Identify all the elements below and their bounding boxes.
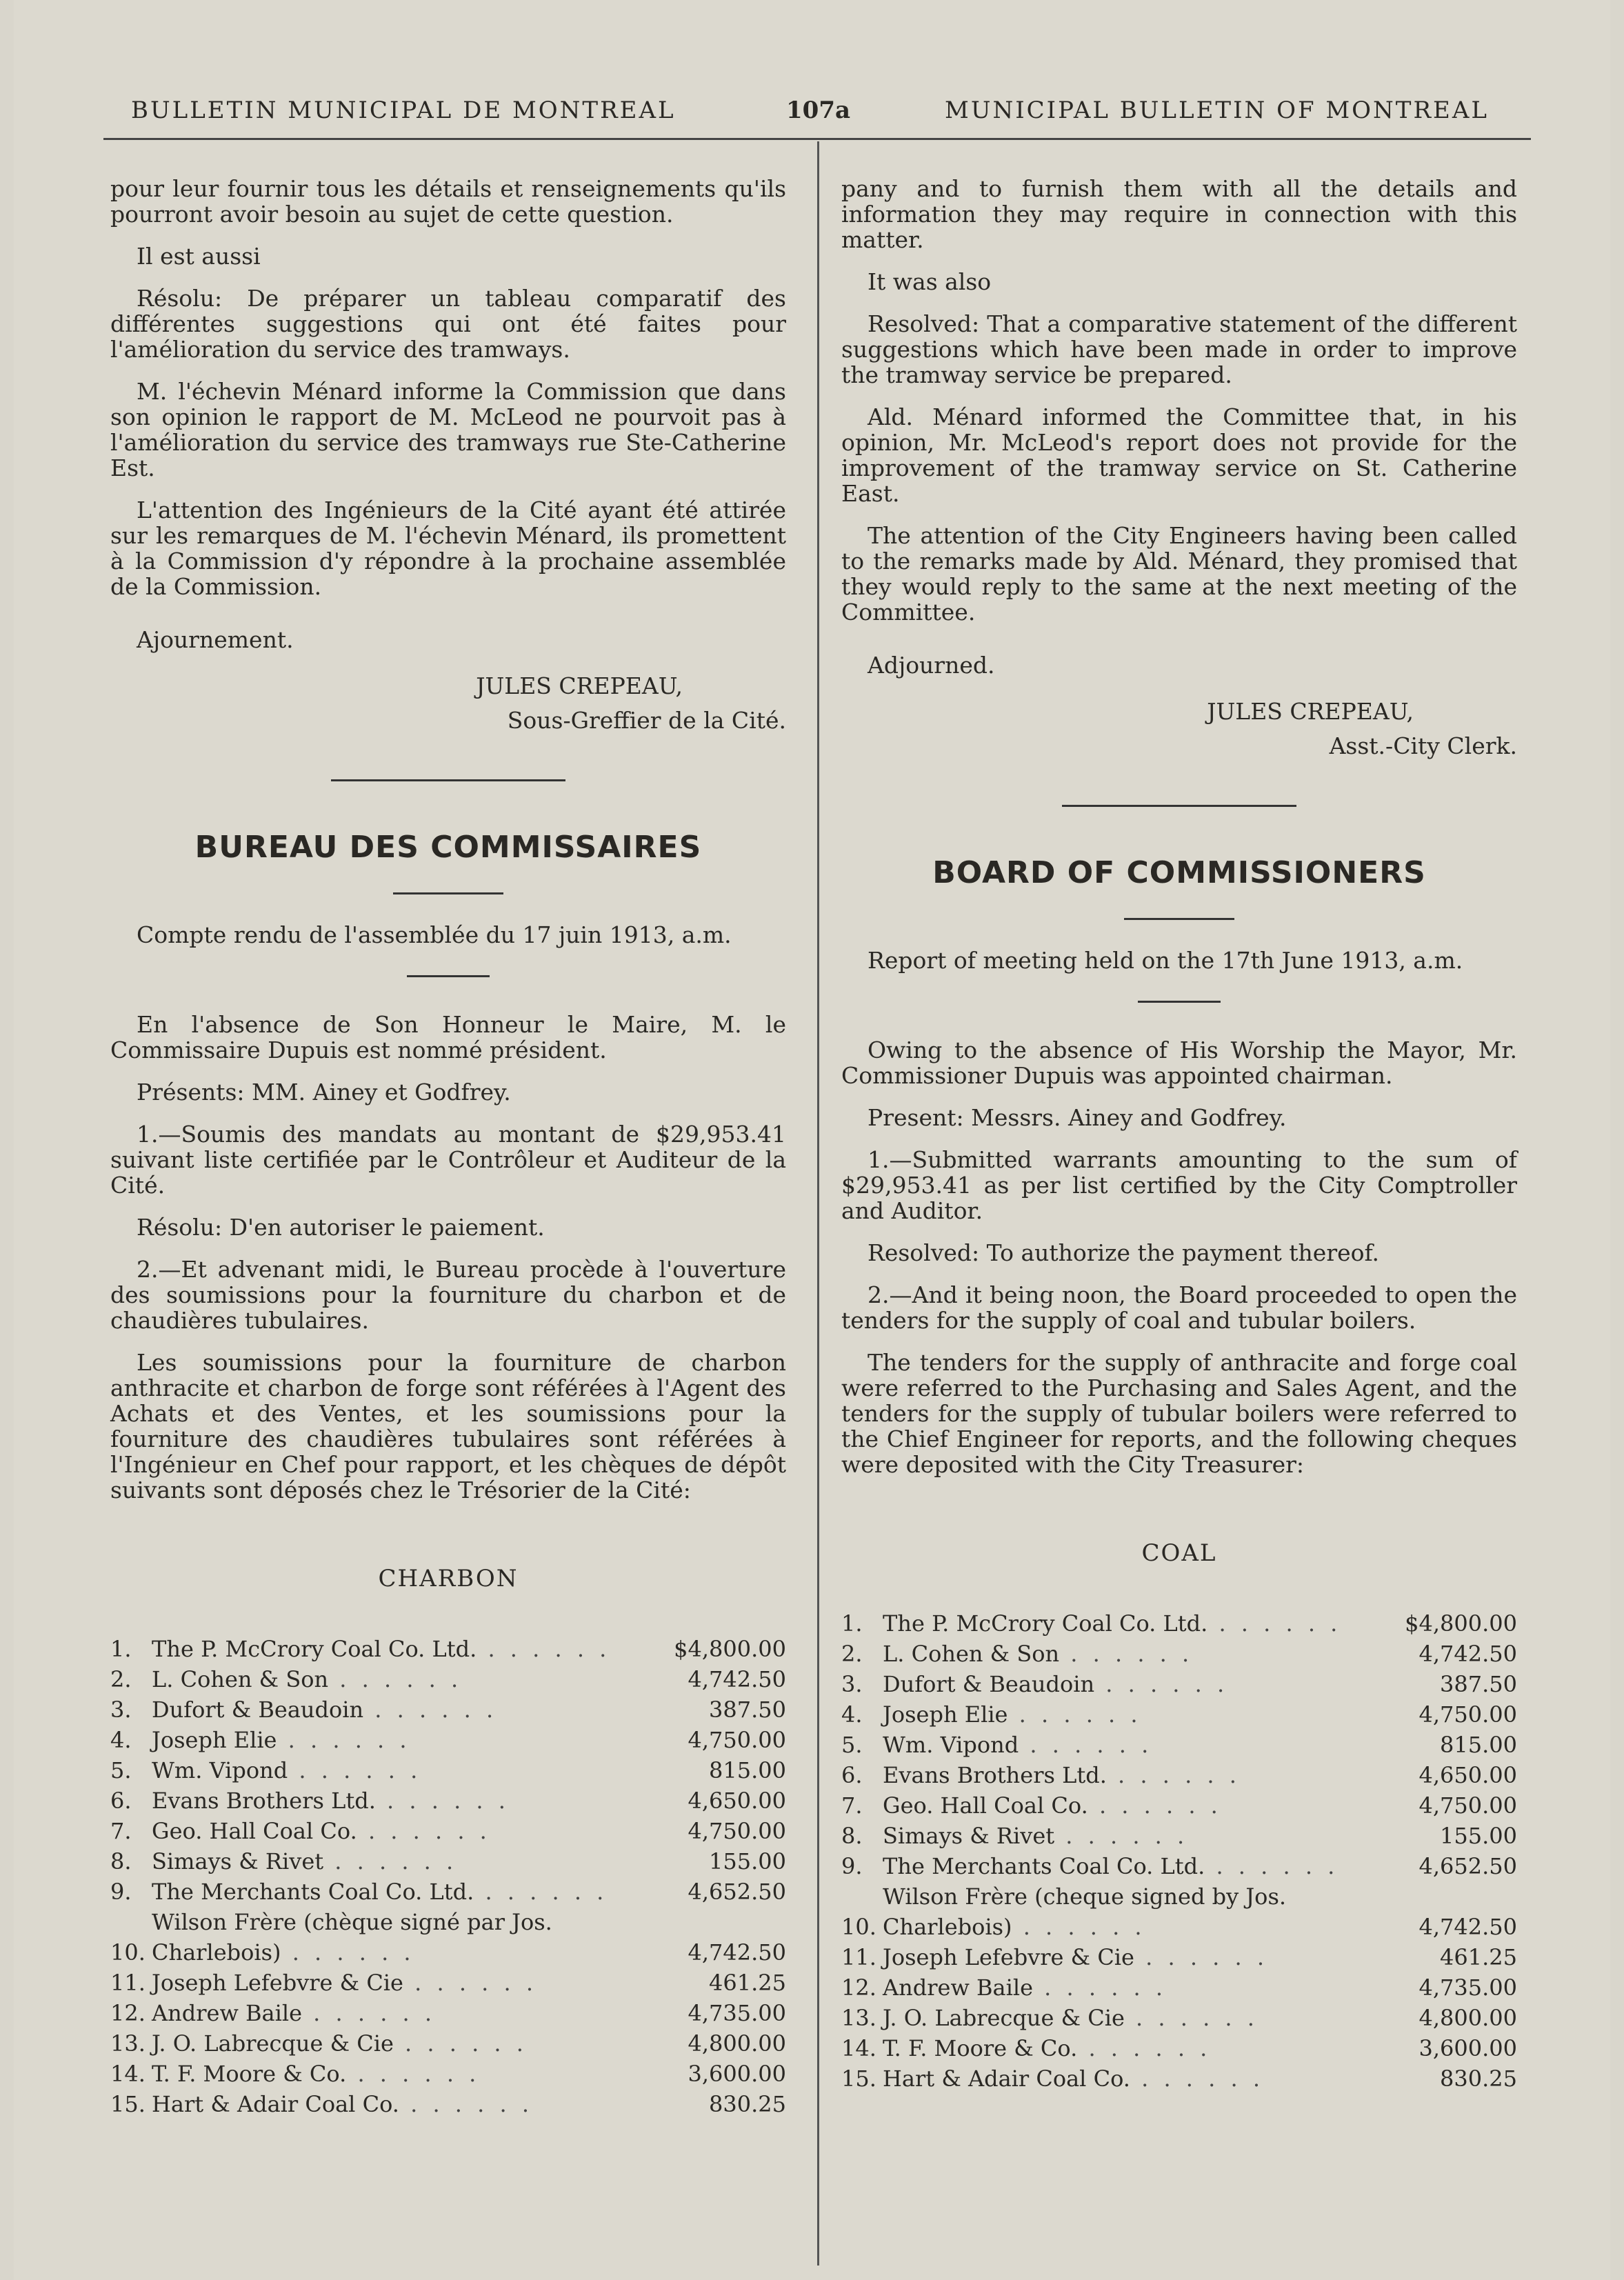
list-item-name: The P. McCrory Coal Co. Ltd. [152,1636,477,1662]
en-paragraph-engineers: The attention of the City Engineers having been called to the remarks made by Ald. Ménard, they promised that they would reply to the same at the next meeting of the Committee. [841,522,1517,626]
en-paragraph-menard: Ald. Ménard informed the Committee that, in his opinion, Mr. McLeod's report does not provide for the improvement of the tramway service on St. Catherine East. [841,403,1517,507]
table-row [841,1608,1517,1639]
en-report-rule [1138,1001,1221,1003]
list-item-number: 2. [841,1641,863,1667]
list-item-name: The Merchants Coal Co. Ltd. [152,1879,474,1905]
table-row [110,1816,786,1846]
leader-dots: . . . . . . [323,1848,458,1874]
fr-tenders: Les soumissions pour la fourniture de charbon anthracite et charbon de forge sont référées à l'Agent des Achats et des Ventes, et les soumissions pour la fourniture des chaudières tubulaires sont référées à l'Ingénieur en Chef pour rapport, et les chèques de dépôt suivants sont déposés chez le Trésorier de la Cité: [110,1349,786,1503]
leader-dots: . . . . . . [1130,2066,1264,2092]
en-absence: Owing to the absence of His Worship the Mayor, Mr. Commissioner Dupuis was appointed chairman. [841,1037,1517,1089]
list-item-name: Evans Brothers Ltd. [883,1762,1107,1788]
list-item-number: 3. [841,1671,863,1697]
list-item-amount: 4,735.00 [688,2000,786,2026]
list-item-amount: 4,652.50 [688,1879,786,1905]
list-item-number: 7. [110,1818,132,1844]
list-item-name: Geo. Hall Coal Co. [883,1792,1088,1819]
list-item-name: J. O. Labrecque & Cie [152,2030,394,2057]
list-item-number: 5. [841,1732,863,1758]
list-item-name: L. Cohen & Son [152,1666,329,1692]
list-item-number: 12. [841,1974,876,2001]
list-item-name: Wm. Vipond [152,1757,288,1783]
en-resolution: Resolved: That a comparative statement of the different suggestions which have been made in order to improve the tramway service be prepared. [841,310,1517,388]
list-item-name: Wm. Vipond [883,1732,1019,1758]
table-row [110,1877,786,1907]
list-item-amount: $4,800.00 [1405,1610,1517,1637]
leader-dots: . . . . . . [1205,1853,1339,1879]
leader-dots: . . . . . . [1077,2035,1212,2061]
list-item-number: 8. [841,1823,863,1849]
fr-signature-title: Sous-Greffier de la Cité. [507,707,786,734]
bulletin-page [14,0,1610,2280]
table-row [841,1851,1517,1881]
list-item-amount: 4,750.00 [688,1818,786,1844]
table-row [841,1821,1517,1851]
list-item-amount: 387.50 [709,1697,786,1723]
fr-paragraph-menard: M. l'échevin Ménard informe la Commission que dans son opinion le rapport de M. McLeod ne pourvoit pas à l'amélioration du service des tramways rue Ste-Catherine Est. [110,378,786,481]
list-item-number: 13. [110,2030,146,2057]
list-item-amount: 4,750.00 [1419,1701,1517,1728]
list-item-amount: $4,800.00 [674,1636,786,1662]
list-item-number: 13. [841,2005,876,2031]
en-list-title: COAL [1141,1539,1217,1567]
en-signature [841,694,1517,763]
table-row [110,1725,786,1755]
list-item-number: 12. [110,2000,146,2026]
leader-dots: . . . . . . [302,2000,437,2026]
leader-dots: . . . . . . [477,1636,611,1662]
en-present: Present: Messrs. Ainey and Godfrey. [868,1104,1287,1131]
table-row [841,1699,1517,1730]
leader-dots: . . . . . . [357,1818,491,1844]
leader-dots: . . . . . . [375,1788,510,1814]
list-item-name: Geo. Hall Coal Co. [152,1818,357,1844]
table-row [841,1639,1517,1669]
list-item-amount: 4,742.50 [688,1666,786,1692]
list-item-number: 11. [841,1944,876,1970]
list-item-number: 9. [841,1853,863,1879]
table-row [110,1634,786,1664]
fr-resolved-1: Résolu: D'en autoriser le paiement. [137,1214,545,1241]
en-section-title: BOARD OF COMMISSIONERS [932,855,1426,890]
list-item-number: 9. [110,1879,132,1905]
en-report-line: Report of meeting held on the 17th June 1913, a.m. [868,947,1463,974]
leader-dots: . . . . . . [277,1727,411,1753]
header-rule [103,138,1531,140]
list-item-number: 5. [110,1757,132,1783]
list-item-name: Dufort & Beaudoin [152,1697,364,1723]
leader-dots: . . . . . . [1059,1641,1194,1667]
list-item-name: Simays & Rivet [883,1823,1055,1849]
table-row [110,2059,786,2089]
fr-item-2: 2.—Et advenant midi, le Bureau procède à l'ouverture des soumissions pour la fourniture du charbon et de chaudières tubulaires. [110,1256,786,1334]
page-header [131,97,1510,138]
list-item-amount: 461.25 [1440,1944,1517,1970]
list-item-number: 4. [110,1727,132,1753]
list-item-number: 6. [110,1788,132,1814]
table-row [841,1942,1517,1972]
list-item-amount: 4,650.00 [688,1788,786,1814]
en-signature-title: Asst.-City Clerk. [1329,732,1517,759]
table-row [841,1669,1517,1699]
list-item-number: 1. [110,1636,132,1662]
leader-dots: . . . . . . [1106,1762,1241,1788]
list-item-name: L. Cohen & Son [883,1641,1060,1667]
en-resolved-1: Resolved: To authorize the payment thereof. [868,1239,1380,1266]
list-item-number: 14. [110,2061,146,2087]
fr-section-title: BUREAU DES COMMISSAIRES [194,830,702,865]
table-row [110,1968,786,1998]
list-item-amount: 3,600.00 [1419,2035,1517,2061]
fr-section-rule [331,779,565,781]
leader-dots: . . . . . . [346,2061,481,2087]
list-item-name: Wilson Frère (chèque signé par Jos. Charlebois) [152,1909,552,1966]
leader-dots: . . . . . . [403,1970,538,1996]
list-item-amount: 4,742.50 [688,1939,786,1966]
fr-title-rule [393,892,503,894]
list-item-name: Dufort & Beaudoin [883,1671,1095,1697]
list-item-number: 2. [110,1666,132,1692]
leader-dots: . . . . . . [1094,1671,1229,1697]
list-item-number: 6. [841,1762,863,1788]
fr-signature [110,669,786,738]
list-item-name: Hart & Adair Coal Co. [883,2066,1130,2092]
list-item-amount: 4,652.50 [1419,1853,1517,1879]
page-number: 107a [786,97,851,124]
list-item-name: T. F. Moore & Co. [883,2035,1078,2061]
en-paragraph-2: It was also [868,268,992,295]
en-paragraph-1: pany and to furnish them with all the details and information they may require in connection with this matter. [841,175,1517,253]
french-column [110,176,786,2119]
leader-dots: . . . . . . [1134,1944,1269,1970]
fr-absence: En l'absence de Son Honneur le Maire, M. le Commissaire Dupuis est nommé président. [110,1011,786,1063]
list-item-number: 7. [841,1792,863,1819]
fr-paragraph-engineers: L'attention des Ingénieurs de la Cité ayant été attirée sur les remarques de M. l'échevin Ménard, ils promettent à la Commission d'y répondre à la prochaine assemblée de la Commission. [110,497,786,600]
en-adjournment: Adjourned. [868,652,995,679]
fr-list-title: CHARBON [378,1565,519,1592]
fr-report-line: Compte rendu de l'assemblée du 17 juin 1913, a.m. [137,921,732,948]
table-row [110,1786,786,1816]
table-row [841,1972,1517,2003]
leader-dots: . . . . . . [1008,1701,1142,1728]
list-item-name: The Merchants Coal Co. Ltd. [883,1853,1205,1879]
list-item-amount: 4,742.50 [1419,1641,1517,1667]
list-item-name: Joseph Lefebvre & Cie [883,1944,1134,1970]
table-row [110,1664,786,1694]
leader-dots: . . . . . . [363,1697,498,1723]
table-row [110,2028,786,2059]
leader-dots: . . . . . . [1054,1823,1189,1849]
table-row [110,1998,786,2028]
list-item-amount: 387.50 [1440,1671,1517,1697]
leader-dots: . . . . . . [399,2091,533,2117]
table-row [110,1907,786,1968]
list-item-number: 11. [110,1970,146,1996]
fr-signature-name: JULES CREPEAU, [476,672,683,699]
english-column [841,176,1517,2094]
list-item-name: Andrew Baile [883,1974,1033,2001]
en-item-1: 1.—Submitted warrants amounting to the sum of $29,953.41 as per list certified by the City Comptroller and Auditor. [841,1146,1517,1224]
table-row [841,1730,1517,1760]
en-tenders: The tenders for the supply of anthracite and forge coal were referred to the Purchasing and Sales Agent, and the tenders for the supply of tubular boilers were referred to the Chief Engineer for reports, and the following cheques were deposited with the City Treasurer: [841,1349,1517,1478]
list-item-number: 10. [841,1914,876,1940]
leader-dots: . . . . . . [328,1666,463,1692]
list-item-name: T. F. Moore & Co. [152,2061,347,2087]
leader-dots: . . . . . . [1019,1732,1153,1758]
table-row [841,2063,1517,2094]
list-item-name: Evans Brothers Ltd. [152,1788,376,1814]
list-item-amount: 4,800.00 [688,2030,786,2057]
list-item-number: 8. [110,1848,132,1874]
table-row [841,2003,1517,2033]
list-item-amount: 4,800.00 [1419,2005,1517,2031]
en-section-rule [1062,805,1296,807]
list-item-name: Simays & Rivet [152,1848,324,1874]
fr-present: Présents: MM. Ainey et Godfrey. [137,1079,511,1106]
list-item-name: The P. McCrory Coal Co. Ltd. [883,1610,1208,1637]
leader-dots: . . . . . . [393,2030,528,2057]
list-item-name: Joseph Lefebvre & Cie [152,1970,403,1996]
list-item-amount: 4,750.00 [1419,1792,1517,1819]
table-row [110,2089,786,2119]
fr-resolution: Résolu: De préparer un tableau comparatif des différentes suggestions qui ont été faites pour l'amélioration du service des tramways. [110,285,786,363]
list-item-amount: 4,735.00 [1419,1974,1517,2001]
fr-paragraph-2: Il est aussi [137,243,261,270]
list-item-name: Andrew Baile [152,2000,302,2026]
table-row [110,1755,786,1786]
fr-paragraph-1: pour leur fournir tous les détails et renseignements qu'ils pourront avoir besoin au sujet de cette question. [110,175,786,228]
list-item-amount: 4,742.50 [1419,1914,1517,1940]
leader-dots: . . . . . . [1012,1914,1146,1940]
list-item-number: 15. [110,2091,146,2117]
table-row [841,1881,1517,1942]
leader-dots: . . . . . . [1124,2005,1259,2031]
list-item-name: Joseph Elie [152,1727,277,1753]
column-divider [817,141,819,2266]
fr-tender-table [110,1634,786,2119]
header-left-title: BULLETIN MUNICIPAL DE MONTREAL [131,97,676,124]
list-item-number: 1. [841,1610,863,1637]
list-item-amount: 830.25 [1440,2066,1517,2092]
table-row [841,1760,1517,1790]
leader-dots: . . . . . . [1087,1792,1222,1819]
list-item-name: Hart & Adair Coal Co. [152,2091,399,2117]
list-item-amount: 830.25 [709,2091,786,2117]
header-right-title: MUNICIPAL BULLETIN OF MONTREAL [945,97,1490,124]
list-item-number: 15. [841,2066,876,2092]
list-item-amount: 155.00 [709,1848,786,1874]
list-item-amount: 461.25 [709,1970,786,1996]
fr-item-1: 1.—Soumis des mandats au montant de $29,953.41 suivant liste certifiée par le Contrôleur et Auditeur de la Cité. [110,1121,786,1199]
list-item-name: J. O. Labrecque & Cie [883,2005,1125,2031]
list-item-name: Wilson Frère (cheque signed by Jos. Charlebois) [883,1883,1287,1940]
list-item-name: Joseph Elie [883,1701,1008,1728]
en-tender-table [841,1608,1517,2094]
list-item-number: 10. [110,1939,146,1966]
list-item-amount: 4,750.00 [688,1727,786,1753]
list-item-amount: 815.00 [1440,1732,1517,1758]
table-row [110,1694,786,1725]
leader-dots: . . . . . . [1207,1610,1342,1637]
list-item-amount: 155.00 [1440,1823,1517,1849]
en-signature-name: JULES CREPEAU, [1207,698,1414,725]
table-row [110,1846,786,1877]
list-item-number: 14. [841,2035,876,2061]
leader-dots: . . . . . . [281,1939,415,1966]
table-row [841,1790,1517,1821]
table-row [841,2033,1517,2063]
list-item-number: 4. [841,1701,863,1728]
fr-report-rule [407,975,490,977]
leader-dots: . . . . . . [288,1757,422,1783]
en-item-2: 2.—And it being noon, the Board proceeded to open the tenders for the supply of coal and tubular boilers. [841,1281,1517,1334]
list-item-amount: 4,650.00 [1419,1762,1517,1788]
list-item-number: 3. [110,1697,132,1723]
en-title-rule [1124,918,1234,920]
list-item-amount: 815.00 [709,1757,786,1783]
leader-dots: . . . . . . [474,1879,608,1905]
list-item-amount: 3,600.00 [688,2061,786,2087]
leader-dots: . . . . . . [1033,1974,1167,2001]
fr-adjournment: Ajournement. [137,626,294,653]
